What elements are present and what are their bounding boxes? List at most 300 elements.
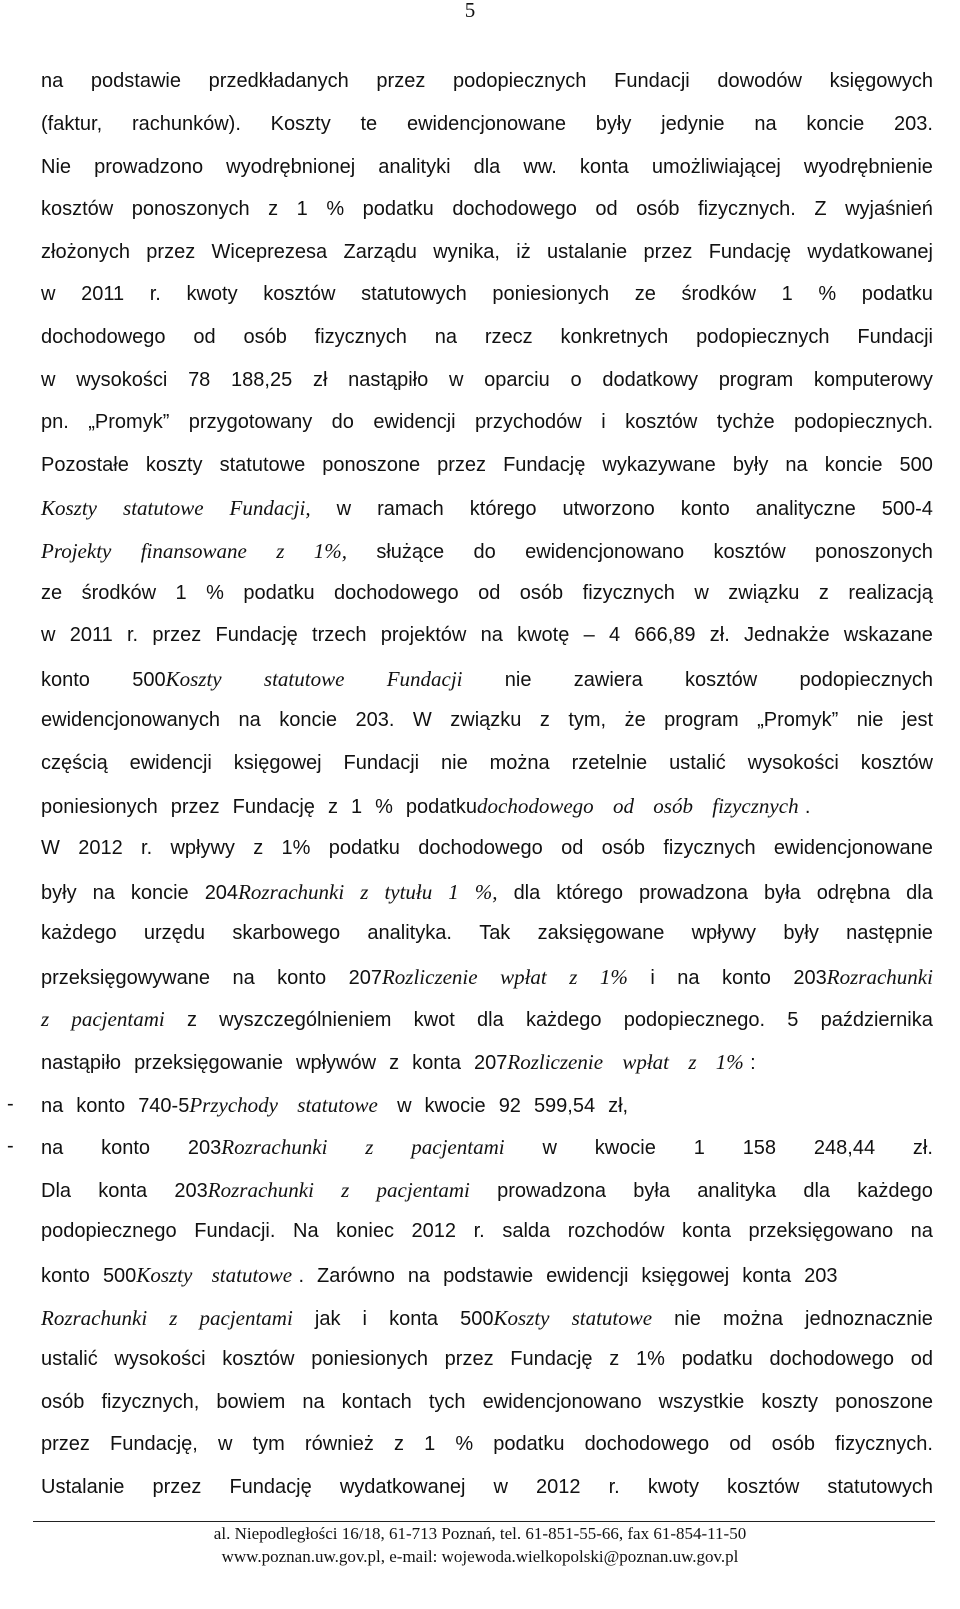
word: tym,: [568, 709, 607, 731]
word: statutowych: [361, 283, 467, 305]
word: program: [664, 709, 739, 731]
word: 207Rozliczenie: [474, 1050, 604, 1074]
word: salda: [502, 1220, 551, 1242]
word: nie: [674, 1308, 701, 1330]
word: konta: [742, 1265, 792, 1287]
word: z: [688, 1050, 697, 1074]
page-number: 5: [464, 0, 476, 22]
word: od: [612, 794, 634, 818]
word: koncie: [279, 709, 338, 731]
word: kosztów: [41, 198, 114, 220]
word: –: [583, 624, 595, 646]
word: z: [609, 1348, 620, 1370]
word: 1: [781, 283, 793, 305]
text-line: [41, 1135, 933, 1160]
word: iż: [516, 241, 531, 263]
text-line: [41, 454, 933, 477]
word: na: [677, 967, 700, 989]
word: podstawie: [443, 1265, 534, 1287]
word: wynika,: [433, 241, 500, 263]
word: „Promyk”: [757, 709, 839, 731]
word: wykazywane: [602, 454, 716, 476]
text-line: [41, 1093, 933, 1118]
word: Zarządu: [343, 241, 417, 263]
word: księgowych: [829, 70, 933, 92]
word: podatku: [243, 582, 315, 604]
word: na: [302, 1391, 325, 1413]
word: były: [41, 882, 77, 904]
word: osób: [653, 794, 693, 818]
word: wyodrębnionej: [226, 156, 356, 178]
word: ramach: [377, 498, 444, 520]
word: od: [561, 837, 584, 859]
word: (faktur,: [41, 113, 103, 135]
word: z: [169, 1306, 178, 1330]
word: ewidencji: [129, 752, 212, 774]
word: „Promyk”: [88, 411, 170, 433]
word: kosztów: [625, 411, 698, 433]
word: fizycznych,: [101, 1391, 200, 1413]
word: kosztów: [684, 669, 758, 691]
word: Fundację: [229, 1476, 312, 1498]
word: wyjaśnień: [845, 198, 933, 220]
word: wpływy: [170, 837, 235, 859]
word: od: [193, 326, 216, 348]
word: w: [218, 1433, 233, 1455]
word: konto: [41, 669, 90, 691]
word: 92: [498, 1095, 521, 1117]
word: od: [729, 1433, 752, 1455]
word: związku: [728, 582, 800, 604]
word: kwotę: [517, 624, 570, 646]
word: 203Rozrachunki: [187, 1135, 328, 1159]
word: osób: [41, 1391, 85, 1413]
word: Projekty: [41, 539, 112, 563]
text-line: [41, 794, 933, 819]
word: tytułu: [384, 880, 433, 904]
word: dla: [473, 156, 501, 178]
word: środków: [81, 582, 157, 604]
word: ponoszone: [835, 1391, 933, 1413]
word: w: [41, 369, 56, 391]
footer-address: al. Niepodległości 16/18, 61-713 Poznań, tel. 61-851-55-66, fax 61-854-11-50: [213, 1524, 747, 1543]
text-line: [41, 241, 933, 264]
word: fizycznych: [663, 837, 756, 859]
word: Na: [293, 1220, 319, 1242]
text-line: [41, 156, 933, 179]
word: realizacją: [848, 582, 933, 604]
word: od: [478, 582, 501, 604]
word: tychże: [716, 411, 775, 433]
word: podatku: [362, 198, 434, 220]
word: trzech: [312, 624, 367, 646]
word: 203.: [894, 113, 933, 135]
word: rozchodów: [567, 1220, 665, 1242]
word: poniesionych: [41, 796, 158, 818]
word: pacjentami: [71, 1007, 165, 1031]
word: wydatkowanej: [339, 1476, 466, 1498]
word: 1: [175, 582, 187, 604]
word: na: [41, 70, 64, 92]
word: była: [764, 882, 801, 904]
word: na: [434, 326, 457, 348]
word: kwoty: [647, 1476, 699, 1498]
word: Fundację: [510, 1348, 593, 1370]
word: tych: [428, 1391, 466, 1413]
word: koszty: [145, 454, 203, 476]
word: r.: [126, 624, 139, 646]
word: poniesionych: [311, 1348, 428, 1370]
text-line: [41, 624, 933, 647]
word: finansowane: [140, 539, 247, 563]
word: prowadzono: [94, 156, 204, 178]
word: 1% :: [715, 1050, 756, 1074]
text-line: [41, 70, 933, 93]
word: 1: [296, 198, 308, 220]
word: o: [570, 369, 582, 391]
word: Tak: [479, 922, 511, 944]
word: 2011: [69, 624, 113, 646]
word: dochodowego: [41, 326, 166, 348]
word: konto: [101, 1137, 151, 1159]
word: 203: [804, 1265, 838, 1287]
word: bowiem: [216, 1391, 286, 1413]
word: podstawie: [90, 70, 181, 92]
word: te: [360, 113, 378, 135]
word: 248,44: [813, 1137, 876, 1159]
word: konto: [76, 1095, 126, 1117]
word: wpływy: [691, 922, 757, 944]
word: Zarówno: [317, 1265, 395, 1287]
word: skarbowego: [232, 922, 341, 944]
word: podatku: [328, 837, 400, 859]
word: podopiecznych: [696, 326, 830, 348]
word: była: [633, 1180, 670, 1202]
word: pacjentami: [376, 1178, 470, 1202]
word: przez: [437, 454, 487, 476]
word: można: [489, 752, 550, 774]
word: zł.: [912, 1137, 933, 1159]
word: podatkudochodowego: [405, 794, 594, 818]
word: ewidencjonowane: [406, 113, 566, 135]
word: Fundacji.: [194, 1220, 276, 1242]
word: podopiecznych.: [794, 411, 933, 433]
word: ustalić: [669, 752, 726, 774]
word: Pozostałe: [41, 454, 129, 476]
word: nie: [441, 752, 468, 774]
word: Fundację: [215, 624, 298, 646]
text-line: [41, 539, 933, 564]
word: prowadzona: [497, 1180, 607, 1202]
word: analityka: [697, 1180, 777, 1202]
text-line: [41, 1178, 933, 1203]
text-line: [41, 411, 933, 434]
word: 740-5Przychody: [138, 1093, 278, 1117]
text-line: [41, 709, 933, 732]
word: 188,25: [231, 369, 293, 391]
word: z: [253, 837, 264, 859]
word: program: [718, 369, 794, 391]
word: dochodowego: [334, 582, 459, 604]
word: wskazane: [843, 624, 933, 646]
word: Fundacji: [343, 752, 420, 774]
word: %: [818, 283, 837, 305]
word: 1: [424, 1433, 436, 1455]
word: 2012: [536, 1476, 581, 1498]
text-line: [41, 582, 933, 605]
word: ponoszone: [322, 454, 421, 476]
word: od: [595, 198, 618, 220]
word: Wiceprezesa: [211, 241, 328, 263]
word: kwocie: [594, 1137, 656, 1159]
word: Z: [814, 198, 827, 220]
word: z: [389, 1052, 400, 1074]
word: osób: [519, 582, 564, 604]
word: w: [397, 1095, 412, 1117]
word: 203.: [355, 709, 395, 731]
word: do: [331, 411, 354, 433]
word: wszystkie: [658, 1391, 745, 1413]
word: Fundację: [232, 796, 315, 818]
word: dochodowego: [584, 1433, 710, 1455]
word: rachunków).: [131, 113, 241, 135]
word: października: [820, 1009, 933, 1031]
word: Fundację: [708, 241, 791, 263]
word: ewidencji: [373, 411, 456, 433]
word: %: [375, 796, 393, 818]
word: koncie: [130, 882, 189, 904]
word: Nie: [41, 156, 72, 178]
word: kosztów: [727, 1476, 800, 1498]
word: Fundację: [503, 454, 586, 476]
word: podopiecznego: [41, 1220, 177, 1242]
word: nie: [504, 669, 532, 691]
word: podatku: [861, 283, 933, 305]
word: zaksięgowane: [537, 922, 665, 944]
word: konkretnych: [560, 326, 669, 348]
word: statutowe: [263, 667, 345, 691]
list-dash: -: [7, 1135, 14, 1157]
word: z: [327, 796, 338, 818]
word: wyszczególnieniem: [219, 1009, 392, 1031]
word: rzetelnie: [571, 752, 648, 774]
text-line: [41, 667, 933, 692]
word: analityka.: [367, 922, 452, 944]
text-line: [41, 1476, 933, 1499]
word: w: [41, 283, 56, 305]
word: 203Rozrachunki: [174, 1178, 314, 1202]
word: na: [232, 967, 255, 989]
word: z: [393, 1433, 404, 1455]
word: jest: [901, 709, 933, 731]
word: były: [783, 922, 819, 944]
word: konto: [721, 967, 771, 989]
word: były: [595, 113, 632, 135]
text-line: [41, 1220, 933, 1243]
word: konto: [41, 1265, 90, 1287]
word: w: [41, 624, 56, 646]
word: do: [473, 541, 496, 563]
word: dla: [906, 882, 933, 904]
word: statutowe: [123, 496, 204, 520]
word: przeksięgowanie: [134, 1052, 284, 1074]
word: 4: [608, 624, 621, 646]
word: %: [455, 1433, 474, 1455]
word: 599,54: [533, 1095, 596, 1117]
word: 204Rozrachunki: [204, 880, 345, 904]
word: statutowe .: [211, 1263, 304, 1287]
word: Rozrachunki: [41, 1306, 148, 1330]
word: z: [539, 709, 550, 731]
word: z: [276, 539, 285, 563]
word: oparciu: [484, 369, 550, 391]
word: projektów: [380, 624, 467, 646]
word: Koszty: [41, 496, 98, 520]
word: i: [601, 411, 606, 433]
word: z: [569, 965, 578, 989]
text-line: [41, 965, 933, 990]
word: wydatkowanej: [807, 241, 933, 263]
word: z: [268, 198, 279, 220]
word: r.: [149, 283, 161, 305]
word: pacjentami: [411, 1135, 505, 1159]
word: r.: [608, 1476, 620, 1498]
word: dla: [803, 1180, 831, 1202]
word: na: [480, 624, 503, 646]
word: w: [336, 498, 352, 520]
word: r.: [141, 837, 153, 859]
word: ewidencjonowano: [482, 1391, 642, 1413]
word: przez: [444, 1348, 494, 1370]
word: osób: [243, 326, 287, 348]
word: w: [493, 1476, 508, 1498]
word: na: [41, 1095, 64, 1117]
text-line: [41, 496, 933, 521]
text-line: [41, 1007, 933, 1032]
word: przez: [643, 241, 693, 263]
word: na: [407, 1265, 431, 1287]
word: z: [186, 1009, 197, 1031]
word: każdego: [857, 1180, 933, 1202]
word: 1%: [281, 837, 311, 859]
word: od: [910, 1348, 933, 1370]
word: 2012: [411, 1220, 457, 1242]
word: wpływów: [296, 1052, 377, 1074]
word: każdego: [525, 1009, 602, 1031]
word: każdego: [41, 922, 117, 944]
word: koncie: [824, 454, 883, 476]
word: że: [624, 709, 646, 731]
word: r.: [473, 1220, 485, 1242]
word: wysokości: [76, 369, 168, 391]
word: konta: [98, 1180, 148, 1202]
word: fizycznych .: [712, 794, 811, 818]
word: wyodrębnienie: [803, 156, 933, 178]
word: przychodów: [475, 411, 582, 433]
word: fizycznych: [314, 326, 407, 348]
word: podopiecznych: [799, 669, 933, 691]
text-line: [41, 283, 933, 306]
text-line: [41, 369, 933, 392]
word: osób: [601, 837, 646, 859]
word: Dla: [41, 1180, 72, 1202]
word: urzędu: [143, 922, 206, 944]
word: jak: [314, 1308, 341, 1330]
word: koniec: [336, 1220, 394, 1242]
word: konta: [682, 1220, 731, 1242]
word: pn.: [41, 411, 69, 433]
word: kwoty: [186, 283, 238, 305]
word: przedkładanych: [208, 70, 349, 92]
word: statutowe: [219, 454, 306, 476]
text-line: [41, 198, 933, 221]
word: nastąpiło: [348, 369, 429, 391]
word: dochodowego: [769, 1348, 894, 1370]
word: przez: [170, 796, 220, 818]
word: ewidencjonowano: [525, 541, 685, 563]
word: na: [785, 454, 808, 476]
word: analityki: [378, 156, 451, 178]
text-line: [41, 326, 933, 349]
word: częścią: [41, 752, 108, 774]
word: jednoznacznie: [805, 1308, 933, 1330]
word: 1%: [599, 965, 628, 989]
word: pacjentami: [199, 1306, 293, 1330]
word: zł: [312, 369, 328, 391]
word: przygotowany: [188, 411, 313, 433]
word: 78: [188, 369, 211, 391]
word: ewidencji: [546, 1265, 629, 1287]
word: złożonych: [41, 241, 130, 263]
word: którego: [556, 882, 623, 904]
word: Koszty: [270, 113, 331, 135]
text-line: [41, 1348, 933, 1371]
text-line: [41, 837, 933, 860]
word: kosztów: [222, 1348, 295, 1370]
word: 500-4: [881, 498, 933, 520]
word: konto: [277, 967, 327, 989]
word: księgowej: [641, 1265, 730, 1287]
word: przez: [146, 241, 196, 263]
word: ponoszonych: [815, 541, 933, 563]
word: fizycznych.: [835, 1433, 933, 1455]
word: 500Koszty: [102, 1263, 193, 1287]
word: w: [542, 1137, 557, 1159]
word: konta: [389, 1308, 439, 1330]
word: dochodowego: [418, 837, 543, 859]
footer-divider: [33, 1521, 935, 1522]
word: Fundacji,: [229, 496, 311, 520]
word: dochodowego: [452, 198, 577, 220]
word: dodatkowy: [602, 369, 698, 391]
word: następnie: [846, 922, 933, 944]
word: zawiera: [573, 669, 643, 691]
word: statutowe: [297, 1093, 378, 1117]
word: Fundacji: [614, 70, 690, 92]
word: 1%,: [313, 539, 347, 563]
word: W: [41, 837, 60, 859]
word: były: [732, 454, 769, 476]
word: podatku: [493, 1433, 565, 1455]
word: statutowych: [827, 1476, 933, 1498]
word: dla: [477, 1009, 504, 1031]
word: zł.: [709, 624, 730, 646]
word: i: [362, 1308, 367, 1330]
word: 666,89: [634, 624, 696, 646]
word: konto: [680, 498, 730, 520]
word: fizycznych: [582, 582, 675, 604]
word: utworzono: [562, 498, 655, 520]
